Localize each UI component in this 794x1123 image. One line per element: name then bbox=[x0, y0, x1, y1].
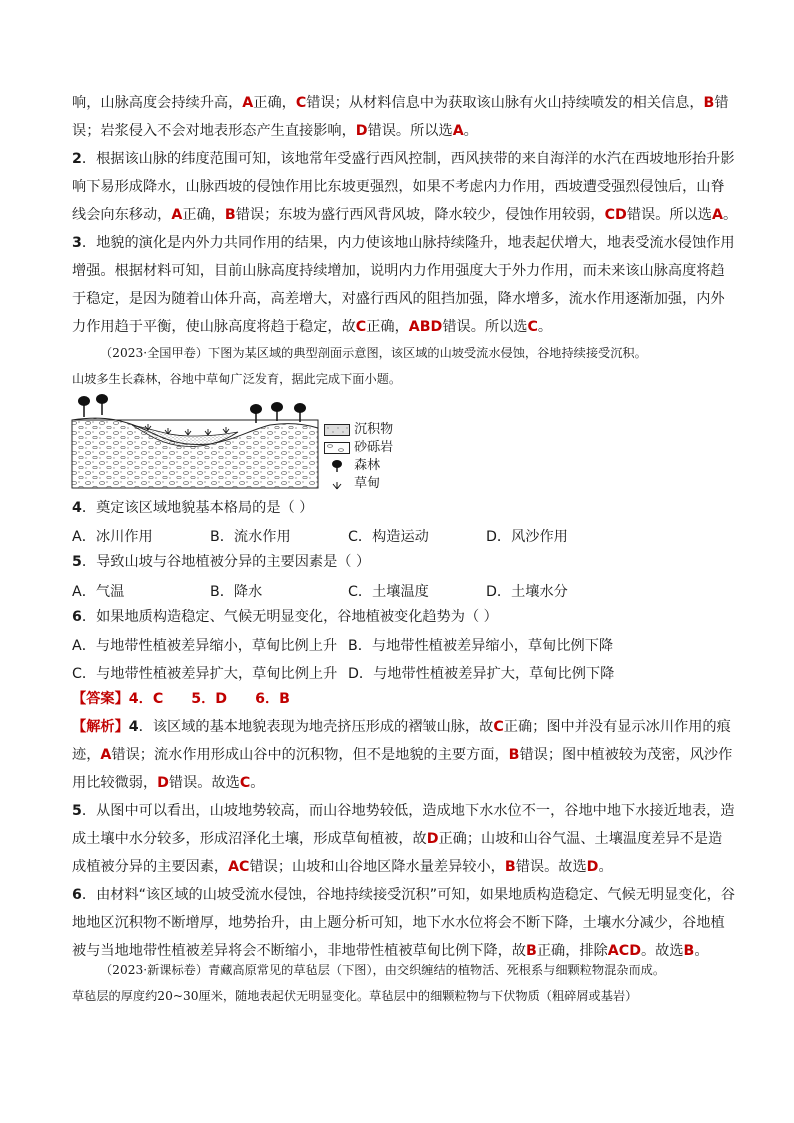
analysis-a4-line: 【解析】4．该区域的基本地貌表现为地壳挤压形成的褶皱山脉，故C正确；图中并没有显示冰川作用的痕 bbox=[72, 719, 731, 735]
analysis-line: 响，山脉高度会持续升高，A正确，C错误；从材料信息中为获取该山脉有火山持续喷发的相关信息，B错 bbox=[72, 95, 729, 111]
question-6 bbox=[72, 603, 724, 631]
stem-line: （2023·全国甲卷）下图为某区域的典型剖面示意图，该区域的山坡受流水侵蚀，谷地持续接受沉积。 bbox=[100, 346, 647, 360]
analysis-line: 误；岩浆侵入不会对地表形态产生直接影响，D错误。所以选A。 bbox=[72, 123, 478, 139]
question-4 bbox=[72, 494, 724, 522]
legend-label: 砂砾岩 bbox=[354, 440, 394, 455]
analysis-a5-line: 成土壤中水分较多，形成沼泽化土壤，形成草甸植被，故D正确；山坡和山谷气温、土壤温度差异不是造 bbox=[72, 831, 723, 847]
analysis-a5-line: 成植被分异的主要因素，AC错误；山坡和山谷地区降水量差异较小，B错误。故选D。 bbox=[72, 859, 613, 875]
analysis-label: 【解析】 bbox=[72, 719, 129, 735]
answer-row bbox=[72, 685, 724, 713]
option-4b: B．流水作用 bbox=[210, 529, 291, 545]
legend-label: 草甸 bbox=[354, 476, 381, 491]
legend-sediment bbox=[324, 418, 393, 437]
tree-icon bbox=[96, 394, 108, 415]
legend-forest bbox=[324, 454, 380, 473]
stem-line: 山坡多生长森林，谷地中草甸广泛发育，据此完成下面小题。 bbox=[72, 372, 402, 386]
option-6b: B．与地带性植被差异缩小，草甸比例下降 bbox=[348, 638, 614, 654]
tree-icon bbox=[324, 459, 350, 473]
cross-section-figure bbox=[70, 390, 430, 492]
answer-5: 5．D bbox=[191, 691, 228, 707]
answer-line bbox=[72, 685, 724, 713]
question-stem-2023-jia bbox=[72, 340, 724, 392]
question-stem-2023-xinkebiao bbox=[72, 957, 724, 1009]
grass-icon bbox=[324, 478, 350, 490]
figure-legend bbox=[324, 418, 430, 490]
gravel-rock-layer bbox=[72, 418, 318, 488]
option-6c: C．与地带性植被差异扩大，草甸比例上升 bbox=[72, 666, 338, 682]
question-stem: 4．奠定该区域地貌基本格局的是（ ） bbox=[72, 500, 314, 516]
question-stem: 6．如果地质构造稳定、气候无明显变化，谷地植被变化趋势为（ ） bbox=[72, 609, 498, 625]
analysis-a6-line: 地地区沉积物不断增厚，地势抬升，由上题分析可知，地下水水位将会不断下降，土壤水分减少，谷地植 bbox=[72, 915, 725, 931]
tree-icon bbox=[78, 396, 90, 417]
option-5d: D．土壤水分 bbox=[486, 584, 568, 600]
answer-label: 【答案】 bbox=[72, 691, 129, 707]
analysis-q2-line: 线会向东移动，A正确，B错误；东坡为盛行西风背风坡，降水较少，侵蚀作用较弱，CD错误。所以选A。 bbox=[72, 207, 738, 223]
stem-line: 草毡层的厚度约20~30厘米，随地表起伏无明显变化。草毡层中的细颗粒物与下伏物质（粗碎屑或基岩） bbox=[72, 989, 638, 1003]
analysis-continued bbox=[72, 89, 738, 341]
cross-section-diagram bbox=[70, 390, 320, 490]
analysis-a4-line: 用比较微弱，D错误。故选C。 bbox=[72, 775, 265, 791]
analysis-a6-line: 被与当地地带性植被差异将会不断缩小，非地带性植被草甸比例下降，故B正确，排除ACD。故选B。 bbox=[72, 943, 709, 959]
analysis-q2-line: 2．根据该山脉的纬度范围可知，该地常年受盛行西风控制，西风挟带的来自海洋的水汽在西坡地形抬升影 bbox=[72, 151, 735, 167]
option-5c: C．土壤温度 bbox=[348, 584, 429, 600]
option-6d: D．与地带性植被差异扩大，草甸比例下降 bbox=[348, 666, 615, 682]
sediment-swatch bbox=[324, 424, 350, 436]
answer-4: 4．C bbox=[128, 691, 164, 707]
stem-line: （2023·新课标卷）青藏高原常见的草毡层（下图），由交织缠结的植物活、死根系与细颗粒物混杂而成。 bbox=[100, 963, 666, 977]
analysis-a5-line: 5．从图中可以看出，山坡地势较高，而山谷地势较低，造成地下水水位不一，谷地中地下水接近地表，造 bbox=[72, 803, 735, 819]
question-stem: 5．导致山坡与谷地植被分异的主要因素是（ ） bbox=[72, 554, 371, 570]
answer-6: 6．B bbox=[255, 691, 290, 707]
option-4c: C．构造运动 bbox=[348, 529, 429, 545]
analysis-block bbox=[72, 713, 736, 965]
option-5a: A．气温 bbox=[72, 584, 125, 600]
analysis-q3-line: 3．地貌的演化是内外力共同作用的结果，内力使该地山脉持续隆升，地表起伏增大，地表受流水侵蚀作用 bbox=[72, 235, 735, 251]
option-6a: A．与地带性植被差异缩小，草甸比例上升 bbox=[72, 638, 338, 654]
analysis-q3-line: 增强。根据材料可知，目前山脉高度持续增加，说明内力作用强度大于外力作用，而未来该山脉高度将趋 bbox=[72, 263, 725, 279]
legend-label: 沉积物 bbox=[354, 422, 394, 437]
forest-trees bbox=[78, 394, 306, 423]
gravel-swatch bbox=[324, 442, 350, 454]
legend-gravel-rock bbox=[324, 436, 393, 455]
analysis-a4-line: 迹，A错误；流水作用形成山谷中的沉积物，但不是地貌的主要方面，B错误；图中植被较为茂密，风沙作 bbox=[72, 747, 733, 763]
tree-icon bbox=[294, 403, 306, 422]
option-4a: A．冰川作用 bbox=[72, 529, 153, 545]
tree-icon bbox=[271, 402, 283, 421]
legend-meadow bbox=[324, 472, 380, 491]
analysis-q3-line: 力作用趋于平衡，使山脉高度将趋于稳定，故C正确，ABD错误。所以选C。 bbox=[72, 319, 553, 335]
analysis-q2-line: 响下易形成降水，山脉西坡的侵蚀作用比东坡更强烈，如果不考虑内力作用，西坡遭受强烈侵蚀后，山脊 bbox=[72, 179, 725, 195]
analysis-q3-line: 于稳定，是因为随着山体升高，高差增大，对盛行西风的阻挡加强，降水增多，流水作用逐渐加强，内外 bbox=[72, 291, 725, 307]
legend-label: 森林 bbox=[354, 458, 381, 473]
option-5b: B．降水 bbox=[210, 584, 263, 600]
option-4d: D．风沙作用 bbox=[486, 529, 568, 545]
analysis-a6-line: 6．由材料“该区域的山坡受流水侵蚀，谷地持续接受沉积”可知，如果地质构造稳定、气候无明显变化，谷 bbox=[72, 887, 736, 903]
question-5 bbox=[72, 548, 724, 576]
